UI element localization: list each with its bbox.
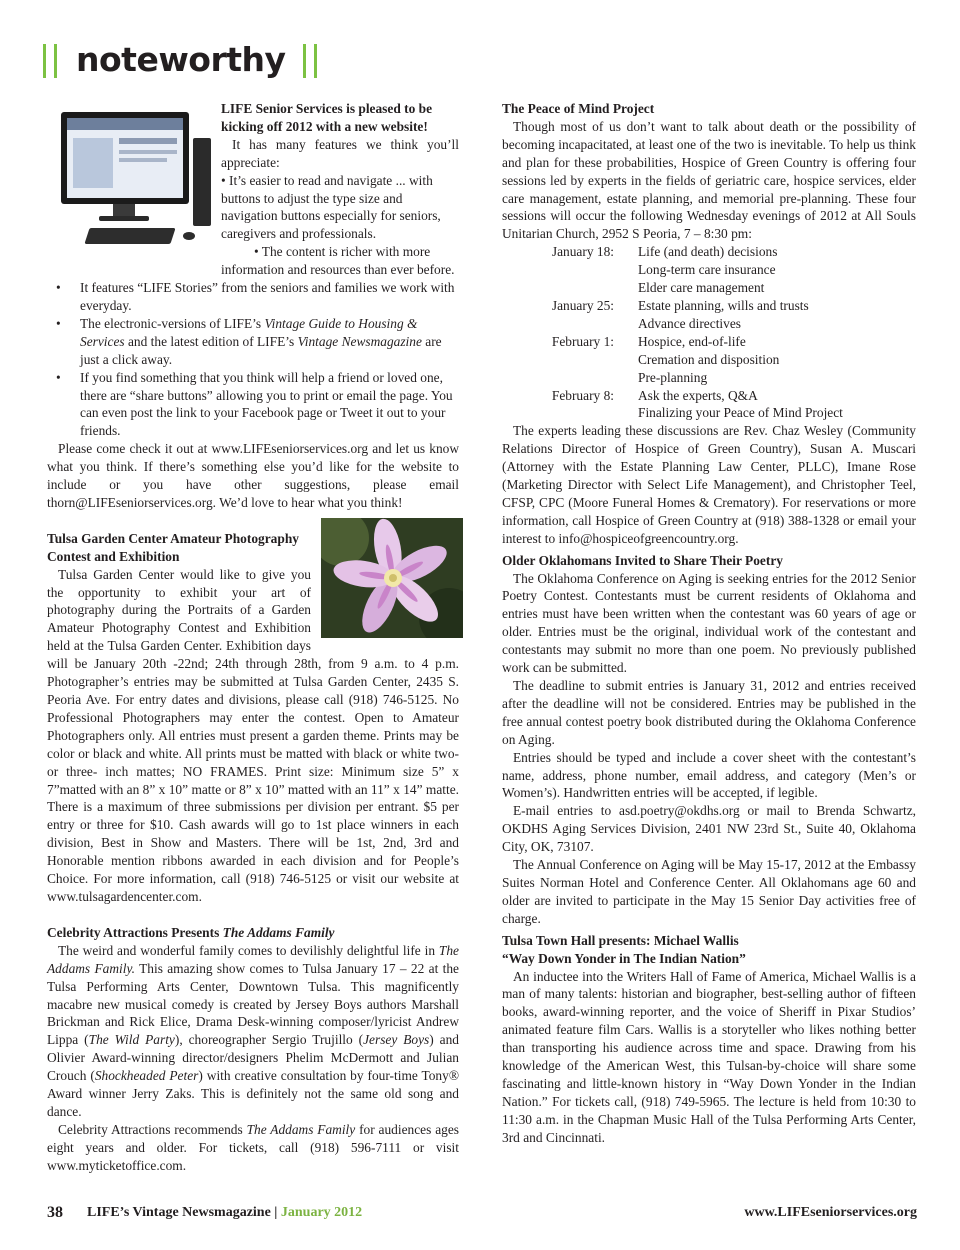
poetry-p1: The Oklahoma Conference on Aging is seeking entries for the 2012 Senior Poetry Contest. Contestants must be current residents of Oklahoma and entries must have been written when the contestant was 60 years of age or older. Entries must be the original, individual work of the contestant and contestants may submit no more than one poem. No previously published work can be submitted. [502,570,916,676]
website-feature-1: • It’s easier to read and navigate ... with buttons to adjust the type size and navigation buttons especially for seniors, caregivers and professionals. [221,172,441,242]
pom-experts: The experts leading these discussions are Rev. Chaz Wesley (Community Relations Director of Hospice of Green Country), Susan A. Muscari (Attorney with the Estate Planning Law Center, PLLC), Imane Rose (Marketing Director with Select Life Management), and Christopher Teel, CFSP, CPC (Moore Funeral Homes & Crematory). For reservations or more information, call Hospice of Green Country at (918) 388-1328 or email your interest to info@hospiceofgreencountry.org. [502,423,916,546]
keyboard-icon [84,228,175,244]
poetry-p5: The Annual Conference on Aging will be May 15-17, 2012 at the Embassy Suites Norman Hotel and Conference Center. All Oklahomans age 60 and older are invited to participate in the May 15 Senior Day activities free of charge. [502,857,916,926]
page-header [40,38,322,82]
townhall-article [502,932,916,1147]
townhall-title-line-1: Tulsa Town Hall presents: Michael Wallis [502,932,739,948]
mouse-icon [183,232,195,240]
addams-title: Celebrity Attractions Presents The Addams Family [47,924,335,940]
schedule-date: January 18: [551,244,614,260]
schedule-item: Finalizing your Peace of Mind Project [638,405,843,421]
footer-website: www.LIFEseniorservices.org [744,1205,917,1220]
list-item: • The electronic-versions of LIFE’s Vintage Guide to Housing & Services and the latest edition of LIFE’s Vintage Newsmagazine are just a click away. [47,315,459,369]
garden-article [47,530,459,906]
pom-body: Though most of us don’t want to talk about death or the possibility of becoming incapacitated, at least one of the two is inevitable. To help us think and plan for these probabilities, Hospice of Green Country is offering four sessions led by experts in the fields of geriatric care, hospice services, elder care management, estate planning, and memorial pre-planning. These four sessions will occur the following Wednesday evenings of 2012 at All Souls Unitarian Church, 2952 S Peoria, 7 – 8:30 pm: [502,118,916,242]
addams-body: The weird and wonderful family comes to devilishly delightful life in The Addams Family. This amazing show comes to Tulsa January 17 – 22 at the Tulsa Performing Arts Center, Downtown Tulsa. This magnificently macabre new musical comedy is created by Jersey Boys authors Marshall Brickman and Rick Elice, Drama Desk-winning composer/lyricist Andrew Lippa (The Wild Party), choreographer Sergio Trujillo (Jersey Boys) and Olivier Award-winning director/designers Phelim McDermott and Julian Crouch (Shockheaded Peter) with creative consultation by four-time Tony® Award winner Jerry Zaks. This is definitely not the same old song and dance. [47,942,459,1119]
schedule-item: Life (and death) decisions [638,244,778,260]
left-column [47,100,459,1175]
website-heading-line-2: kicking off 2012 with a new website! [221,118,428,134]
schedule-date [502,279,614,297]
website-heading-line-1: LIFE Senior Services is pleased to be [221,101,433,116]
schedule-date: January 25: [551,297,614,313]
schedule-item: Pre-planning [638,369,708,385]
monitor-icon [61,112,189,204]
schedule-item: Estate planning, wills and trusts [638,297,809,313]
pom-schedule [502,243,916,422]
addams-article [47,924,459,1175]
townhall-body: An inductee into the Writers Hall of Fame of America, Michael Wallis is a man of many talents: historian and biographer, best-selling author of fifteen books, award-winning reporter, and the voice of Sheriff in Pixar Studios’ animated feature film Cars. Wallis is a storyteller who likes nothing better than transporting his audience across time and space. Drawing from his knowledge of the American West, this Tulsan-by-choice will share some fascinating and little-known history in “Way Down Yonder in the Indian Nation.” For tickets call, (918) 749-5965. The lecture is held from 10:30 to 11:30 a.m. in the Chapman Music Hall of the Tulsa Performing Arts Center, 3rd and Cincinnati. [502,968,916,1145]
peace-of-mind-article [502,100,916,548]
schedule-date: February 8: [551,387,614,403]
list-item: • It features “LIFE Stories” from the seniors and families we work with everyday. [47,279,459,315]
schedule-item: Cremation and disposition [638,351,780,367]
schedule-item: Long-term care insurance [638,262,776,278]
website-intro: It has many features we think you’ll appreciate: [221,136,459,170]
poetry-article [502,552,916,928]
addams-tickets: Celebrity Attractions recommends The Addams Family for audiences ages eight years and older. For tickets, call (918) 596-7111 or visit www.myticketoffice.com. [47,1121,459,1173]
website-closing: Please come check it out at www.LIFEseniorservices.org and let us know what you think. If there’s something else you’d like for the website to include or you have other suggestions, please email thorn@LIFEseniorservices.org. We’d love to hear what you think! [47,441,459,510]
schedule-date: February 1: [551,333,614,349]
poetry-p2: The deadline to submit entries is January 31, 2012 and entries received after the deadline will not be considered. Entries may be published in the free annual contest poetry book distributed during the Oklahoma Conference on Aging. [502,678,916,747]
poetry-p3: Entries should be typed and include a cover sheet with the contestant’s name, address, phone number, email address, and category (Men’s or Women’s). Handwritten entries will be accepted, if legible. [502,749,916,801]
schedule-item: Advance directives [638,315,741,331]
poetry-p4: E-mail entries to asd.poetry@okdhs.org or mail to Brenda Schwartz, OKDHS Aging Services Division, 2401 NW 23rd St., Suite 40, Oklahoma City, OK, 73107. [502,803,916,855]
schedule-date [502,351,614,369]
website-article [47,100,459,512]
poetry-title: Older Oklahomans Invited to Share Their Poetry [502,552,783,568]
list-item: • If you find something that you think will help a friend or loved one, there are “share buttons” allowing you to print or email the page. You can even post the link to your Facebook page or Tweet it out to your friends. [47,369,459,441]
website-feature-list [47,279,459,440]
schedule-date [502,261,614,279]
computer-image [51,100,211,260]
header-left-bars [40,42,62,78]
issue-date: January 2012 [280,1205,363,1220]
schedule-date [502,369,614,387]
townhall-title-line-2: “Way Down Yonder in The Indian Nation” [502,950,746,966]
page-number: 38 [47,1204,63,1221]
magazine-name: LIFE’s Vintage Newsmagazine | January 2012 [87,1205,363,1220]
schedule-date [502,404,614,422]
garden-title: Tulsa Garden Center Amateur Photography Contest and Exhibition [47,530,299,564]
website-feature-2: • The content is richer with more information and resources than ever before. [221,244,455,278]
schedule-item: Hospice, end-of-life [638,333,746,349]
schedule-item: Ask the experts, Q&A [638,387,758,403]
schedule-item: Elder care management [638,280,765,296]
computer-tower-icon [193,138,211,226]
page-title: noteworthy [76,40,286,79]
flower-photo [321,518,463,638]
page-footer [47,1204,917,1224]
header-right-bars [300,42,322,78]
garden-body: Tulsa Garden Center would like to give you the opportunity to exhibit your art of photography during the Portraits of a Garden Amateur Photography Contest and Exhibition held at the Tulsa Garden Center. Exhibition days will be January 20th -22nd; 24th through 28th, from 9 a.m. to 4 p.m. Photographer’s entries may be submitted at Tulsa Garden Center, 2435 S. Peoria Ave. For entry dates and divisions, please call (918) 746-5125. No Professional Photographers may enter the contest. Open to Amateur Photographers only. All entries must present a garden theme. Prints may be color or black and white. All prints must be matted with black or white two- or three- inch mattes; NO FRAMES. Print size: Minimum size 5” x 7”matted with an 8” x 10” matte or 8” x 10” matted with an 11” x 14” matte. There is a maximum of three submissions per division per entrant. $5 per entry or three for $10. Cash awards will go to 1st place winners in each division, Best in Show and Masters. There will be 1st, 2nd, 3rd and Honorable mention ribbons awarded in each division and for People’s Choice. For more information, call (918) 746-5125 or visit our website at www.tulsagardencenter.com. [47,566,459,904]
pom-title: The Peace of Mind Project [502,101,655,116]
schedule-date [502,315,614,333]
right-column [502,100,916,1147]
